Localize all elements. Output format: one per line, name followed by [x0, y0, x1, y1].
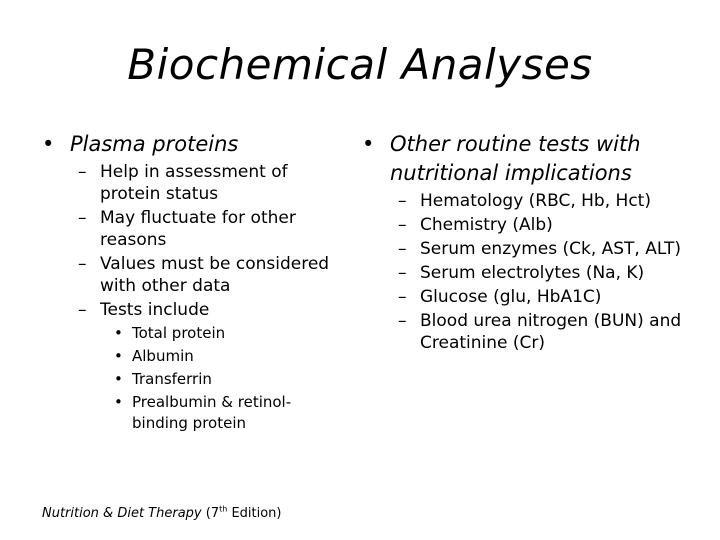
right-heading	[362, 130, 692, 188]
right-item	[398, 310, 692, 354]
bullet-icon: •	[114, 347, 123, 365]
left-subitem-text: Total protein	[132, 324, 226, 342]
footer-citation	[42, 506, 282, 521]
left-item	[78, 253, 342, 297]
footer-edition-sup: th	[219, 504, 228, 514]
dash-icon: –	[398, 287, 407, 307]
footer-edition-suffix: Edition)	[227, 506, 282, 521]
bullet-icon: •	[362, 132, 375, 156]
dash-icon: –	[78, 254, 87, 274]
right-item-text: Serum electrolytes (Na, K)	[420, 263, 645, 283]
right-item	[398, 190, 692, 212]
right-item	[398, 238, 692, 260]
left-heading-text: Plasma proteins	[70, 132, 239, 156]
right-item-text: Glucose (glu, HbA1C)	[420, 287, 602, 307]
right-item	[398, 262, 692, 284]
slide-title: Biochemical Analyses	[127, 40, 593, 89]
bullet-icon: •	[114, 393, 123, 411]
left-item-text: Help in assessment of protein status	[100, 162, 288, 204]
left-subitem-text: Prealbumin & retinol-binding protein	[132, 393, 292, 432]
bullet-icon: •	[114, 324, 123, 342]
right-item-text: Blood urea nitrogen (BUN) and Creatinine (Cr)	[420, 311, 682, 353]
left-subitem-text: Transferrin	[132, 370, 212, 388]
footer-book-title: Nutrition & Diet Therapy	[42, 506, 202, 521]
bullet-icon: •	[114, 370, 123, 388]
left-subitem	[114, 346, 342, 367]
right-item-text: Chemistry (Alb)	[420, 215, 553, 235]
dash-icon: –	[398, 311, 407, 331]
right-item-text: Serum enzymes (Ck, AST, ALT)	[420, 239, 682, 259]
dash-icon: –	[78, 208, 87, 228]
left-item	[78, 207, 342, 251]
right-column	[362, 130, 692, 354]
left-heading	[42, 130, 342, 159]
dash-icon: –	[398, 239, 407, 259]
left-subitem	[114, 323, 342, 344]
right-item-text: Hematology (RBC, Hb, Hct)	[420, 191, 651, 211]
left-subitem	[114, 369, 342, 390]
left-subitem	[114, 392, 342, 434]
dash-icon: –	[398, 191, 407, 211]
left-item	[78, 299, 342, 321]
right-heading-text: Other routine tests with nutritional implications	[390, 132, 641, 185]
left-item-text: Tests include	[100, 300, 210, 320]
left-item	[78, 161, 342, 205]
footer-edition-prefix: (7	[205, 506, 220, 521]
bullet-icon: •	[42, 132, 55, 156]
dash-icon: –	[398, 215, 407, 235]
right-item	[398, 214, 692, 236]
dash-icon: –	[78, 300, 87, 320]
left-item-text: Values must be considered with other data	[100, 254, 330, 296]
right-item	[398, 286, 692, 308]
dash-icon: –	[78, 162, 87, 182]
left-column	[42, 130, 342, 434]
left-item-text: May fluctuate for other reasons	[100, 208, 296, 250]
left-subitem-text: Albumin	[132, 347, 194, 365]
dash-icon: –	[398, 263, 407, 283]
